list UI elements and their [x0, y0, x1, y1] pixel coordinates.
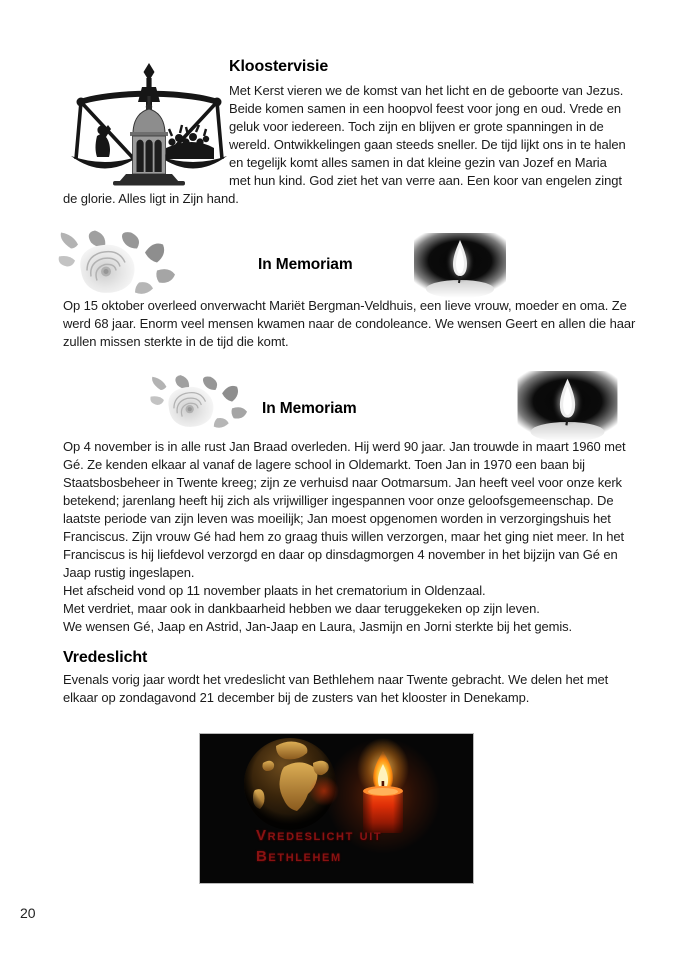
- memorial-candle-image: [414, 233, 506, 291]
- candle-flame-icon: [509, 371, 626, 434]
- in-memoriam-1-body-block: [63, 297, 638, 351]
- in-memoriam-2-body-block: [63, 438, 638, 636]
- image-caption-line1: Vredeslicht uit: [256, 827, 383, 844]
- in-memoriam-2-line2: Met verdriet, maar ook in dankbaarheid hebben we daar teruggekeken op zijn leven.: [63, 601, 540, 616]
- image-caption-line2: Bethlehem: [256, 848, 342, 865]
- in-memoriam-2-title: In Memoriam: [262, 400, 357, 417]
- page-number: 20: [20, 905, 36, 921]
- kloostervisie-title: Kloostervisie: [229, 58, 329, 75]
- rose-image: [57, 230, 181, 297]
- rose-image: [149, 369, 252, 436]
- in-memoriam-1-title: In Memoriam: [258, 256, 353, 273]
- white-rose-icon: [57, 230, 181, 297]
- vredeslicht-bethlehem-image: [199, 733, 474, 884]
- in-memoriam-2-body: Op 4 november is in alle rust Jan Braad overleden. Hij werd 90 jaar. Jan trouwde in maart 1960 met Gé. Ze kenden elkaar al vanaf de lagere school in Oldemarkt. Toen Jan in 1970 een baan bij Staatsbosbeheer in Twente kreeg; zijn ze verhuisd naar Ootmarsum. Jan heeft veel voor onze kerk betekend; jarenlang heeft hij zich als vrijwilliger ingespannen voor onze geloofsgemeenschap. De laatste periode van zijn leven was moeilijk; Jan moest opgenomen worden in verzorgingshuis het Franciscus. Zijn vrouw Gé had hem zo graag thuis willen verzorgen, maar het ging niet meer. In het Franciscus is hij liefdevol verzorgd en daar op dinsdagmorgen 4 november in het bijzijn van Gé en Jaap rustig ingeslapen.: [63, 439, 626, 580]
- vredeslicht-body: Evenals vorig jaar wordt het vredeslicht van Bethlehem naar Twente gebracht. We delen het met elkaar op zondagavond 21 december bij de zusters van het klooster in Denekamp.: [63, 672, 609, 705]
- memorial-candle-image: [509, 371, 626, 434]
- in-memoriam-1-body: Op 15 oktober overleed onverwacht Mariët Bergman-Veldhuis, een lieve vrouw, moeder en oma. Ze werd 68 jaar. Enorm veel mensen kwamen naar de condoleance. We wensen Geert en allen die haar zullen missen sterkte in de tijd die komt.: [63, 298, 636, 349]
- kloostervisie-section: [63, 57, 629, 208]
- in-memoriam-2-line3: We wensen Gé, Jaap en Astrid, Jan-Jaap en Laura, Jasmijn en Jorni sterkte bij het gemis.: [63, 619, 573, 634]
- kloostervisie-body: Met Kerst vieren we de komst van het licht en de geboorte van Jezus. Beide komen samen in een hoopvol feest voor jong en oud. Vrede en geluk voor iedereen. Toch zijn en blijven er grote spanningen in de wereld. Ontwikkelingen gaan steeds sneller. De tijd lijkt ons in te halen en tegelijk komt alles samen in dat kleine gezin van Jozef en Maria met hun kind. God ziet het van verre aan. Een koor van engelen zingt de glorie. Alles ligt in Zijn hand.: [63, 83, 626, 206]
- candle-flame-icon: [414, 233, 506, 291]
- in-memoriam-2-line1: Het afscheid vond op 11 november plaats in het crematorium in Oldenzaal.: [63, 583, 486, 598]
- scale-image-spacer: [63, 57, 229, 188]
- vredeslicht-section: [63, 648, 638, 707]
- vredeslicht-title: Vredeslicht: [63, 649, 148, 666]
- white-rose-icon: [149, 369, 252, 436]
